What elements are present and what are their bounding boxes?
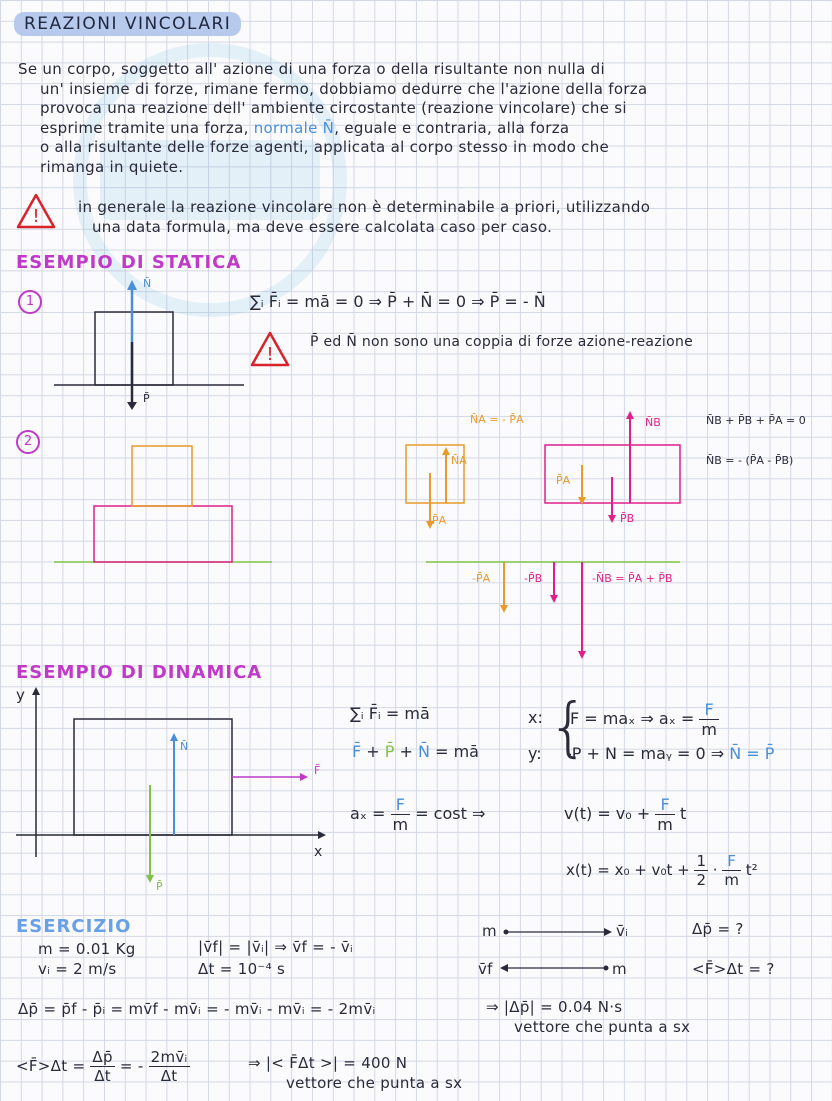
warning-icon-2 (250, 330, 290, 368)
label-dyn-F: F̄ (314, 764, 321, 777)
dinamica-diagram (10, 685, 340, 895)
intro-paragraph: Se un corpo, soggetto all' azione di una forza o della risultante non nulla di un' insieme di forze, rimane fermo, dobbiamo dedurre che l'azione della forza provoca una reazione dell' ambiente circostante (reazione vincolare) che si esprime tramite una forza, normale N̄, eguale e contraria, alla forza o alla risultante delle forze agenti, applicata al corpo stesso in modo che rimanga in quiete. (18, 60, 648, 176)
F-result: ⇒ |< F̄Δt >| = 400 N (248, 1054, 408, 1072)
statica-diagram-2 (50, 440, 280, 570)
ex-m: m = 0.01 Kg (38, 940, 136, 958)
label-NA: N̄A (451, 454, 467, 467)
label-dyn-P: P̄ (156, 880, 163, 893)
ex-dt: Δt = 10⁻⁴ s (198, 960, 286, 978)
label-axis-x: x (314, 844, 323, 860)
free-body-diagrams (400, 405, 690, 665)
statica-diagram-1 (50, 270, 250, 420)
dp-question: Δp̄ = ? (692, 920, 744, 938)
label-NA-eq: N̄A = - P̄A (470, 413, 524, 426)
dyn-eq1: ∑ᵢ F̄ᵢ = mā (350, 704, 430, 723)
system-brace: { (548, 691, 589, 765)
ex-vi: vᵢ = 2 m/s (38, 960, 117, 978)
statica-heading: ESEMPIO DI STATICA (16, 252, 242, 273)
label-PA: P̄A (432, 514, 447, 527)
sys-x-label: x: (528, 708, 543, 727)
dinamica-heading: ESEMPIO DI DINAMICA (16, 662, 263, 683)
example-1-number: 1 (18, 290, 42, 314)
vector-diagram (476, 920, 656, 980)
eq-sum: N̄B + P̄B + P̄A = 0 (706, 414, 806, 427)
block-B (94, 506, 232, 562)
block-A (132, 446, 192, 506)
sys-x: F = maₓ ⇒ aₓ = $\frac{F}{m}$ (570, 700, 717, 739)
label-vf: v̄f (478, 960, 493, 978)
statica-note: P̄ ed N̄ non sono una coppia di forze azione-reazione (310, 334, 694, 350)
statica-eq1: ∑ᵢ F̄ᵢ = mā = 0 ⇒ P̄ + N̄ = 0 ⇒ P̄ = - N̄ (250, 292, 546, 311)
label-m-bottom: m (612, 960, 627, 978)
dp-result-note: vettore che punta a sx (514, 1018, 691, 1036)
esercizio-heading: ESERCIZIO (16, 916, 132, 937)
block (95, 312, 173, 385)
F-question: <F̄>Δt = ? (692, 960, 775, 978)
warning-text: in generale la reazione vincolare non è determinabile a priori, utilizzando una data formula, ma deve essere calcolata caso per caso. (78, 198, 651, 236)
eq-NB: N̄B = - (P̄A - P̄B) (706, 454, 794, 467)
svg-text:!: ! (32, 206, 40, 227)
block-dyn (74, 719, 232, 835)
label-minus-PB: -P̄B (524, 572, 543, 585)
example-2-number: 2 (16, 430, 40, 454)
label-PA-on-B: P̄A (556, 474, 571, 487)
label-vi: v̄ᵢ (616, 922, 629, 940)
warning-icon (16, 192, 56, 230)
label-NB: N̄B (645, 416, 661, 429)
F-equation: <F̄>Δt = $\frac{\Delta p̄}{\Delta t}$ = - $\frac{\text{2mv̄ᵢ}}{\Delta t}$ (16, 1048, 188, 1085)
dyn-ax: aₓ = $\frac{F}{m}$ = cost ⇒ (350, 795, 486, 834)
label-PB: P̄B (620, 512, 635, 525)
sys-y: -P + N = maᵧ = 0 ⇒ N̄ = P̄ (566, 744, 775, 763)
label-minus-NB: -N̄B = P̄A + P̄B (592, 572, 673, 585)
label-minus-PA: -P̄A (472, 572, 491, 585)
dyn-vt: v(t) = v₀ + $\frac{F}{m}$ t (564, 795, 687, 834)
F-result-note: vettore che punta a sx (286, 1074, 463, 1092)
page-title: REAZIONI VINCOLARI (14, 12, 241, 36)
label-P1: P̄ (143, 392, 150, 405)
dp-equation: Δp̄ = p̄f - p̄ᵢ = mv̄f - mv̄ᵢ = - mv̄ᵢ - mv̄ᵢ = - 2mv̄ᵢ (18, 1000, 376, 1018)
label-N1: N̄ (143, 277, 152, 290)
label-dyn-N: N̄ (180, 740, 189, 753)
dyn-xt: x(t) = x₀ + v₀t + $\frac{1}{2}$ · $\frac{F}{m}$ t² (566, 852, 758, 889)
dyn-eq2: F̄ + P̄ + N̄ = mā (352, 742, 479, 761)
sys-y-label: y: (528, 744, 542, 763)
label-axis-y: y (16, 686, 25, 704)
label-m-top: m (482, 922, 497, 940)
ex-vf: |v̄f| = |v̄ᵢ| ⇒ v̄f = - v̄ᵢ (198, 938, 354, 956)
dp-result: ⇒ |Δp̄| = 0.04 N·s (486, 998, 623, 1016)
svg-text:!: ! (266, 344, 274, 365)
